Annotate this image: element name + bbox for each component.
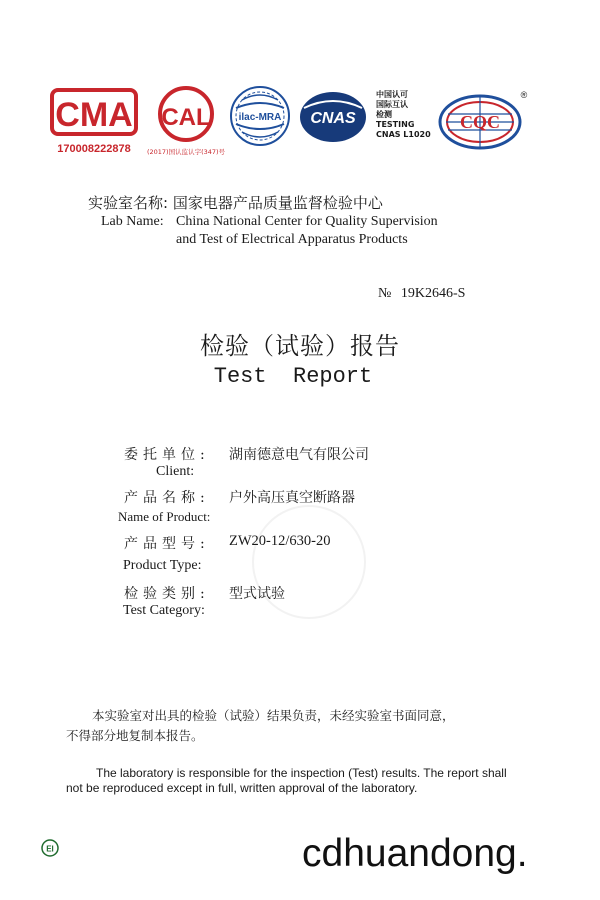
notice-en-line2: not be reproduced except in full, written approval of the laboratory. (66, 781, 418, 795)
lab-name-en-line2: and Test of Electrical Apparatus Products (176, 232, 408, 247)
cal-letters: CAL (161, 104, 211, 131)
notice-cn-line2: 不得部分地复制本报告。 (66, 728, 204, 743)
ilac-text: ilac-MRA (238, 112, 282, 123)
cqc-registered: ® (520, 90, 528, 100)
cnas-caption (376, 90, 431, 140)
site-watermark: cdhuandong. (302, 832, 528, 875)
category-value: 型式试验 (229, 586, 285, 602)
cnas-text: CNAS (310, 110, 356, 127)
cqc-letters: CQC (460, 112, 500, 132)
notice-cn-line1: 本实验室对出具的检验（试验）结果负责，未经实验室书面同意， (92, 708, 455, 723)
report-title-en: Test Report (213, 364, 373, 389)
cnas-line-5: CNAS L1020 (376, 130, 431, 139)
lab-name-cn-row (88, 192, 383, 213)
product-type-label-en: Product Type: (123, 558, 202, 573)
report-title-cn: 检验（试验）报告 (200, 332, 400, 360)
client-label-en: Client: (156, 464, 195, 479)
cnas-line-2: 国际互认 (376, 100, 408, 109)
cma-letters: CMA (55, 96, 133, 134)
product-type-value: ZW20-12/630-20 (229, 533, 331, 549)
cnas-logo-icon (298, 90, 368, 144)
report-number-value: 19K2646-S (400, 286, 466, 301)
product-name-value: 户外高压真空断路器 (229, 490, 355, 506)
category-label-cn: 检验类别: (124, 586, 210, 602)
client-value: 湖南德意电气有限公司 (229, 447, 369, 463)
category-label-en: Test Category: (123, 603, 205, 618)
cma-number: 170008222878 (57, 143, 131, 155)
cqc-logo-icon (434, 84, 530, 156)
report-number (378, 286, 465, 302)
product-name-label-cn: 产品名称: (124, 490, 210, 506)
client-label-cn: 委托单位: (124, 447, 210, 463)
cal-logo-icon (146, 84, 226, 160)
lab-name-en-line1: China National Center for Quality Supervision (176, 214, 438, 229)
ei-mark-icon (40, 838, 60, 858)
report-number-symbol: № (378, 286, 392, 301)
product-type-label-cn: 产品型号: (124, 536, 210, 552)
cma-logo-icon (48, 86, 140, 158)
cnas-line-4: TESTING (376, 120, 415, 129)
ei-mark-text: EI (46, 844, 54, 854)
cal-caption: (2017)国认监认字(347)号 (146, 148, 226, 156)
notice-en-line1: The laboratory is responsible for the inspection (Test) results. The report shall (96, 766, 507, 780)
ilac-mra-logo-icon (228, 84, 292, 148)
cnas-line-3: 检测 (376, 110, 392, 119)
accreditation-logos (0, 80, 600, 160)
lab-label-cn: 实验室名称: (88, 194, 169, 212)
cnas-line-1: 中国认可 (376, 90, 408, 99)
lab-label-en: Lab Name: (101, 214, 164, 229)
lab-name-cn: 国家电器产品质量监督检验中心 (172, 194, 383, 212)
product-name-label-en: Name of Product: (118, 509, 211, 524)
